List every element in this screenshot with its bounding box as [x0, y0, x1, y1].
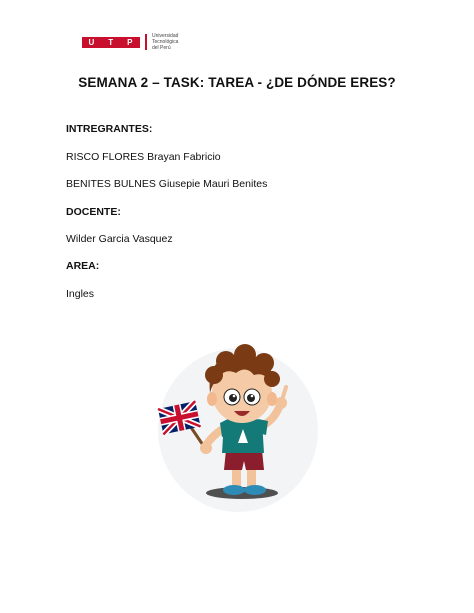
logo-letter-t: T: [108, 37, 115, 47]
utp-logo-bar: [82, 37, 140, 48]
members-label: INTREGRANTES:: [66, 123, 153, 135]
teacher-label: DOCENTE:: [66, 206, 121, 218]
logo-line-3: del Perú: [152, 45, 171, 51]
logo-line-2: Tecnológica: [152, 39, 179, 45]
member-name-1: RISCO FLORES Brayan Fabricio: [66, 151, 221, 163]
area-name: Ingles: [66, 288, 95, 300]
member-name-2: BENITES BULNES Giusepie Mauri Benites: [66, 178, 268, 190]
teacher-name: Wilder Garcia Vasquez: [66, 233, 173, 245]
boy-with-uk-flag-icon: [150, 335, 320, 520]
utp-logo: [82, 33, 178, 51]
document-title: SEMANA 2 – TASK: TAREA - ¿DE DÓNDE ERES?: [78, 75, 396, 90]
logo-line-1: Universidad: [152, 33, 179, 39]
logo-separator: [145, 34, 147, 50]
area-label: AREA:: [66, 260, 100, 272]
logo-letter-p: P: [127, 37, 134, 47]
logo-letter-u: U: [88, 37, 96, 47]
logo-text: [152, 33, 178, 51]
